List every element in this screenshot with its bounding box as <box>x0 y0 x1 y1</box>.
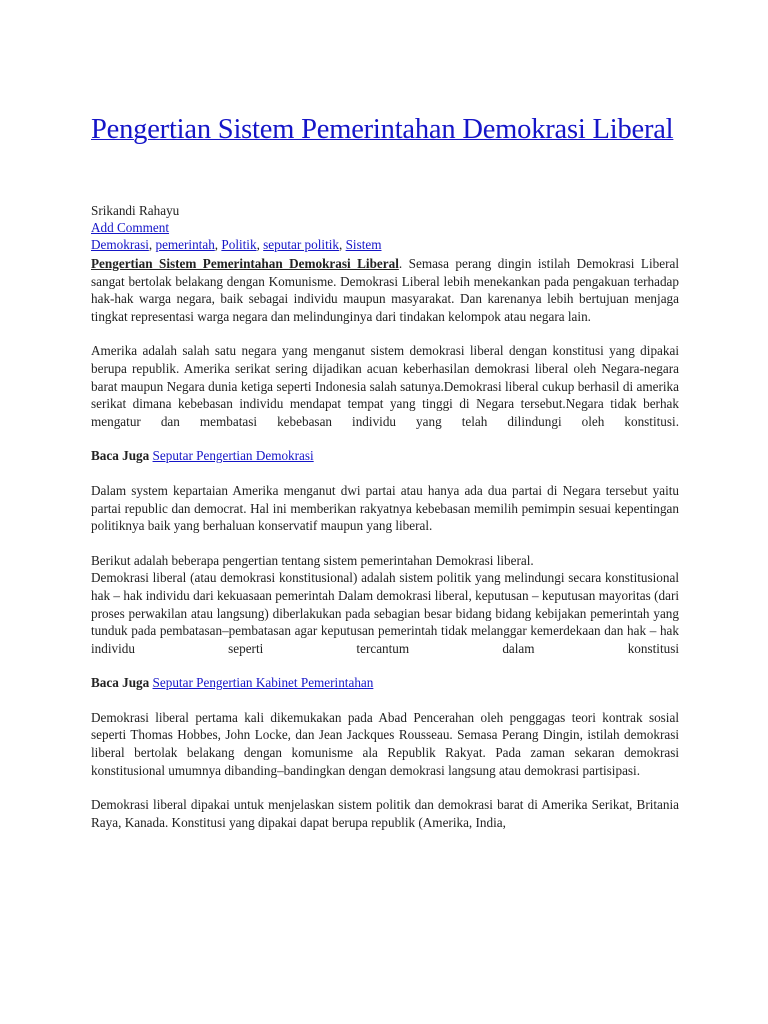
tag-separator: , <box>148 237 156 252</box>
tag-link-seputar-politik[interactable]: seputar politik <box>263 237 339 252</box>
paragraph-pengertian-intro: Berikut adalah beberapa pengertian tentang sistem pemerintahan Demokrasi liberal. <box>91 552 534 568</box>
add-comment-link[interactable]: Add Comment <box>91 220 170 235</box>
article-body <box>91 255 679 831</box>
article-meta <box>91 202 679 253</box>
read-also-demokrasi-link[interactable]: Seputar Pengertian Demokrasi <box>152 448 314 464</box>
read-also-label: Baca Juga <box>91 675 150 691</box>
read-also-kabinet-link[interactable]: Seputar Pengertian Kabinet Pemerintahan <box>152 675 374 691</box>
article-title-link[interactable]: Pengertian Sistem Pemerintahan Demokrasi Liberal <box>91 114 674 145</box>
paragraph-pengertian: Demokrasi liberal (atau demokrasi konstitusional) adalah sistem politik yang melindungi secara konstitusional hak – hak individu dari kekuasaan pemerintah Dalam demokrasi liberal, keputusan – keputusan mayoritas (dari proses perwakilan atau langsung) diberlakukan pada sebagian besar bidang bidang kebijakan pemerintah yang tunduk pada pembatasan–pembatasan agar keputusan pemerintah tidak melanggar kemerdekaan dan hak – hak individu seperti tercantum dalam konstitusi <box>91 570 679 656</box>
tag-link-sistem[interactable]: Sistem <box>345 237 382 252</box>
read-also-label: Baca Juga <box>91 448 150 464</box>
tag-separator: , <box>256 237 264 252</box>
tag-link-pemerintah[interactable]: pemerintah <box>155 237 215 252</box>
tag-list <box>91 236 679 253</box>
paragraph-penerapan: Demokrasi liberal dipakai untuk menjelaskan sistem politik dan demokrasi barat di Amerika Serikat, Britania Raya, Kanada. Konstitusi yang dipakai dapat berupa republik (Amerika, India, <box>91 797 679 830</box>
author-name: Srikandi Rahayu <box>91 203 180 218</box>
tag-separator: , <box>214 237 222 252</box>
tag-link-demokrasi[interactable]: Demokrasi <box>91 237 149 252</box>
read-also-1 <box>91 447 679 465</box>
intro-text: . Semasa perang dingin istilah Demokrasi Liberal sangat bertolak belakang dengan Komunisme. Demokrasi Liberal lebih menekankan pada pengakuan terhadap hak-hak warga negara, baik sebagai individu maupun masyarakat. Dan karenanya lebih bertujuan menjaga tingkat representasi warga negara dan melindunginya dari tindakan kelompok atau negara lain. <box>91 256 679 324</box>
paragraph-sejarah: Demokrasi liberal pertama kali dikemukakan pada Abad Pencerahan oleh penggagas teori kontrak sosial seperti Thomas Hobbes, John Locke, dan Jean Jackques Rousseau. Semasa Perang Dingin, istilah demokrasi liberal bertolak belakang dengan komunisme ala Republik Rakyat. Pada zaman sekaran demokrasi konstitusional umumnya dibanding–bandingkan dengan demokrasi langsung atau demokrasi partisipasi. <box>91 709 679 778</box>
tag-link-politik[interactable]: Politik <box>221 237 257 252</box>
intro-lead: Pengertian Sistem Pemerintahan Demokrasi Liberal <box>91 256 399 271</box>
paragraph-amerika: Amerika adalah salah satu negara yang menganut sistem demokrasi liberal dengan konstitusi yang dipakai berupa republik. Amerika serikat sering dijadikan acuan keberhasilan demokrasi liberal oleh Negara-negara barat maupun Negara dunia ketiga seperti Indonesia salah satunya.Demokrasi liberal cukup berhasil di amerika serikat dimana kebebasan individu mendapat tempat yang tinggi di Negara tersebut.Negara tidak berhak mengatur dan membatasi kebebasan individu yang telah dilindungi oleh konstitusi. <box>91 343 679 429</box>
read-also-2 <box>91 674 679 692</box>
paragraph-kepartaian: Dalam system kepartaian Amerika menganut dwi partai atau hanya ada dua partai di Negara tersebut yaitu partai republic dan democrat. Hal ini memberikan rakyatnya kebebasan memilih pemimpin sesuai kepentingan politiknya baik yang berhaluan konservatif maupun yang liberal. <box>91 482 679 534</box>
paragraph-intro <box>91 255 679 325</box>
tag-separator: , <box>339 237 346 252</box>
article-title <box>91 111 691 149</box>
